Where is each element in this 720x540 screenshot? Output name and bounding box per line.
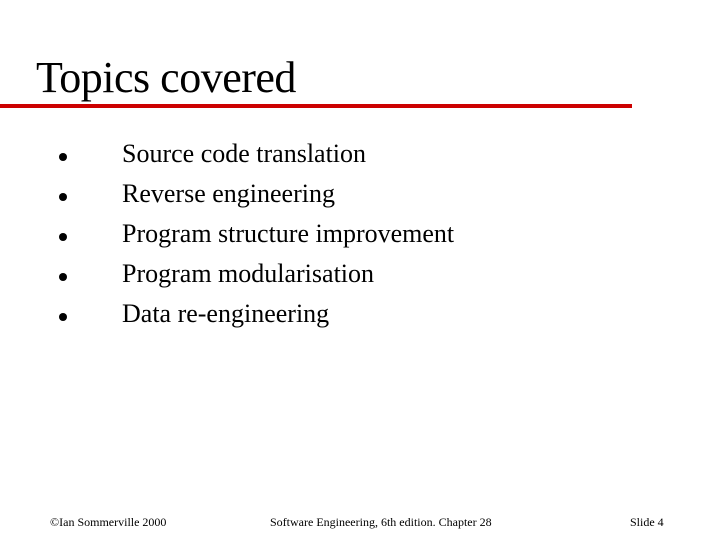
- bullet-icon: [59, 193, 67, 201]
- bullet-icon: [59, 233, 67, 241]
- bullet-text: Source code translation: [122, 139, 367, 168]
- bullet-text: Data re-engineering: [122, 299, 330, 328]
- bullet-text: Program modularisation: [122, 259, 375, 288]
- list-item: [59, 174, 454, 214]
- list-item: [59, 294, 454, 334]
- bullet-list: [59, 134, 454, 334]
- footer-slide-number: Slide 4: [630, 515, 664, 529]
- bullet-text: Reverse engineering: [122, 179, 335, 208]
- list-item: [59, 134, 454, 174]
- title-underline: [0, 104, 632, 108]
- bullet-text: Program structure improvement: [122, 219, 455, 248]
- footer-copyright: ©Ian Sommerville 2000: [50, 515, 167, 529]
- footer-book-title: Software Engineering, 6th edition. Chapter 28: [270, 515, 492, 529]
- slide-title: Topics covered: [36, 53, 296, 102]
- bullet-icon: [59, 313, 67, 321]
- bullet-icon: [59, 273, 67, 281]
- list-item: [59, 254, 454, 294]
- list-item: [59, 214, 454, 254]
- bullet-icon: [59, 153, 67, 161]
